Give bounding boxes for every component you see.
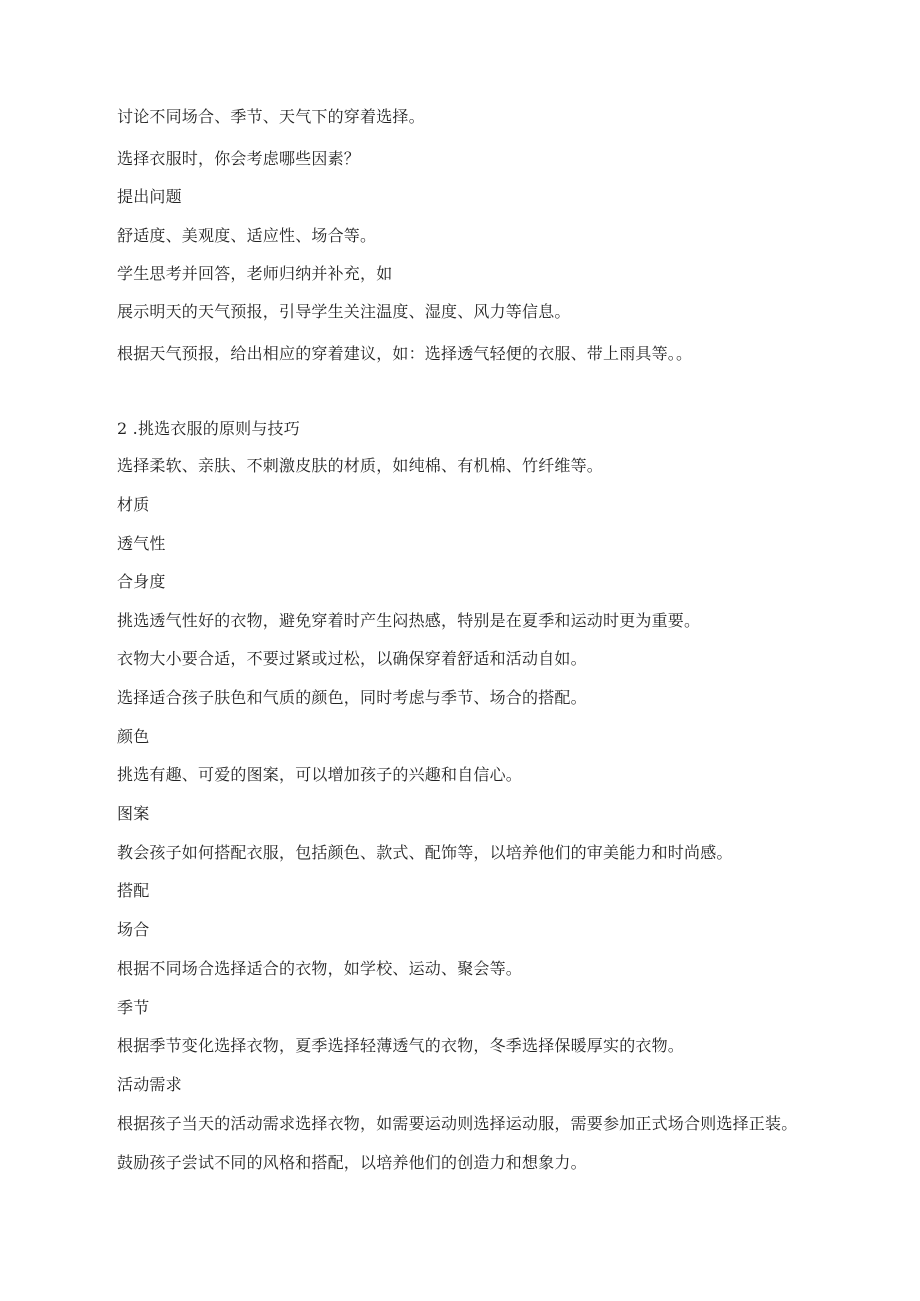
text-line: 展示明天的天气预报，引导学生关注温度、湿度、风力等信息。 [117, 302, 571, 321]
text-line: 根据季节变化选择衣物，夏季选择轻薄透气的衣物，冬季选择保暖厚实的衣物。 [117, 1036, 685, 1055]
text-line: 提出问题 [117, 187, 182, 206]
text-line: 合身度 [117, 572, 166, 591]
text-line: 选择衣服时，你会考虑哪些因素？ [117, 149, 361, 168]
text-line: 透气性 [117, 534, 166, 553]
text-line: 鼓励孩子尝试不同的风格和搭配，以培养他们的创造力和想象力。 [117, 1153, 587, 1172]
text-line: 教会孩子如何搭配衣服，包括颜色、款式、配饰等，以培养他们的审美能力和时尚感。 [117, 843, 733, 862]
text-line: 季节 [117, 998, 150, 1017]
text-line: 选择适合孩子肤色和气质的颜色，同时考虑与季节、场合的搭配。 [117, 688, 587, 707]
text-line: 挑选有趣、可爱的图案，可以增加孩子的兴趣和自信心。 [117, 765, 523, 784]
text-line: 根据不同场合选择适合的衣物，如学校、运动、聚会等。 [117, 959, 523, 978]
text-line: 场合 [117, 920, 150, 939]
text-line: 挑选透气性好的衣物，避免穿着时产生闷热感，特别是在夏季和运动时更为重要。 [117, 611, 701, 630]
section-heading: 2 .挑选衣服的原则与技巧 [117, 419, 300, 438]
text-line: 衣物大小要合适，不要过紧或过松，以确保穿着舒适和活动自如。 [117, 649, 587, 668]
text-line: 图案 [117, 804, 150, 823]
text-line: 颜色 [117, 727, 150, 746]
text-line: 活动需求 [117, 1075, 182, 1094]
text-line: 学生思考并回答，老师归纳并补充，如 [117, 264, 393, 283]
text-line: 选择柔软、亲肤、不刺激皮肤的材质，如纯棉、有机棉、竹纤维等。 [117, 456, 604, 475]
text-line: 搭配 [117, 881, 150, 900]
text-line: 材质 [117, 495, 150, 514]
text-line: 根据孩子当天的活动需求选择衣物，如需要运动则选择运动服，需要参加正式场合则选择正装。 [117, 1114, 798, 1133]
text-line: 舒适度、美观度、适应性、场合等。 [117, 226, 377, 245]
text-line: 讨论不同场合、季节、天气下的穿着选择。 [117, 107, 425, 126]
text-line: 根据天气预报，给出相应的穿着建议，如：选择透气轻便的衣服、带上雨具等。。 [117, 344, 693, 363]
